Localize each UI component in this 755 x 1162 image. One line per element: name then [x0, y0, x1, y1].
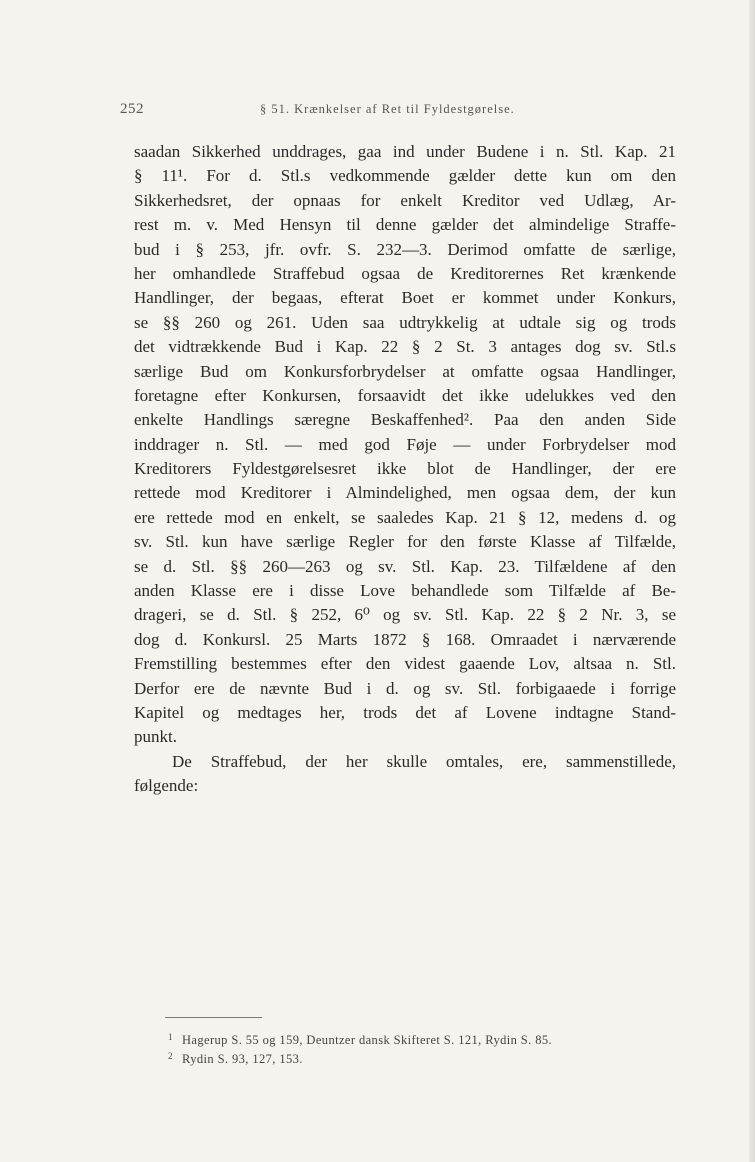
footnote — [168, 1047, 688, 1066]
text-line: Handlinger, der begaas, efterat Boet er kommet under Konkurs, — [134, 288, 676, 308]
text-line: foretagne efter Konkursen, forsaavidt det ikke udelukkes ved den — [134, 385, 676, 405]
text-line: drageri, se d. Stl. § 252, 6⁰ og sv. Stl. Kap. 22 § 2 Nr. 3, se — [134, 605, 676, 625]
footnote-mark: 1 — [168, 1032, 173, 1042]
footnotes — [168, 1028, 688, 1066]
text-line: Kreditorers Fyldestgørelsesret ikke blot de Handlinger, der ere — [134, 459, 676, 479]
text-line: De Straffebud, der her skulle omtales, ere, sammenstillede, — [172, 751, 676, 771]
footnote-text: Hagerup S. 55 og 159, Deuntzer dansk Skifteret S. 121, Rydin S. 85. — [182, 1033, 553, 1047]
text-line: Fremstilling bestemmes efter den videst gaaende Lov, altsaa n. Stl. — [134, 654, 676, 674]
text-line: rest m. v. Med Hensyn til denne gælder det almindelige Straffe- — [134, 215, 676, 235]
text-line: rettede mod Kreditorer i Almindelighed, men ogsaa dem, der kun — [134, 483, 676, 503]
text-line: se d. Stl. §§ 260—263 og sv. Stl. Kap. 23. Tilfældene af den — [134, 556, 676, 576]
text-line: dog d. Konkursl. 25 Marts 1872 § 168. Omraadet i nærværende — [134, 629, 676, 649]
text-line: anden Klasse ere i disse Love behandlede som Tilfælde af Be- — [134, 581, 676, 601]
text-line: Kapitel og medtages her, trods det af Lovene indtagne Stand- — [134, 702, 676, 722]
text-line: inddrager n. Stl. — med god Føje — under Forbrydelser mod — [134, 434, 676, 454]
text-line: ere rettede mod en enkelt, se saaledes Kap. 21 § 12, medens d. og — [134, 507, 676, 527]
text-line: sv. Stl. kun have særlige Regler for den første Klasse af Tilfælde, — [134, 532, 676, 552]
page-edge — [749, 0, 755, 1162]
running-title: § 51. Krænkelser af Ret til Fyldestgørelse. — [260, 102, 515, 116]
text-line: enkelte Handlings særegne Beskaffenhed². Paa den anden Side — [134, 410, 676, 430]
running-head — [120, 101, 680, 123]
text-line: saadan Sikkerhed unddrages, gaa ind under Budene i n. Stl. Kap. 21 — [134, 142, 676, 161]
footnote-mark: 2 — [168, 1051, 173, 1061]
text-line: punkt. — [134, 727, 177, 747]
text-line: bud i § 253, jfr. ovfr. S. 232—3. Derimod omfatte de særlige, — [134, 239, 676, 259]
text-line: følgende: — [134, 776, 199, 796]
text-line: særlige Bud om Konkursforbrydelser at omfatte ogsaa Handlinger, — [134, 361, 676, 381]
footnote-text: Rydin S. 93, 127, 153. — [182, 1052, 303, 1066]
footnote — [168, 1028, 688, 1047]
body-text — [134, 140, 676, 799]
text-line: § 11¹. For d. Stl.s vedkommende gælder dette kun om den — [134, 166, 676, 186]
text-line: Derfor ere de nævnte Bud i d. og sv. Stl. forbigaaede i forrige — [134, 678, 676, 698]
text-line: her omhandlede Straffebud ogsaa de Kreditorernes Ret krænkende — [134, 263, 676, 283]
text-line: se §§ 260 og 261. Uden saa udtrykkelig at udtale sig og trods — [134, 312, 676, 332]
text-line: det vidtrækkende Bud i Kap. 22 § 2 St. 3 antages dog sv. Stl.s — [134, 337, 676, 357]
footnote-rule — [165, 1017, 262, 1018]
text-line: Sikkerhedsret, der opnaas for enkelt Kreditor ved Udlæg, Ar- — [134, 190, 676, 210]
page-number: 252 — [120, 101, 144, 117]
